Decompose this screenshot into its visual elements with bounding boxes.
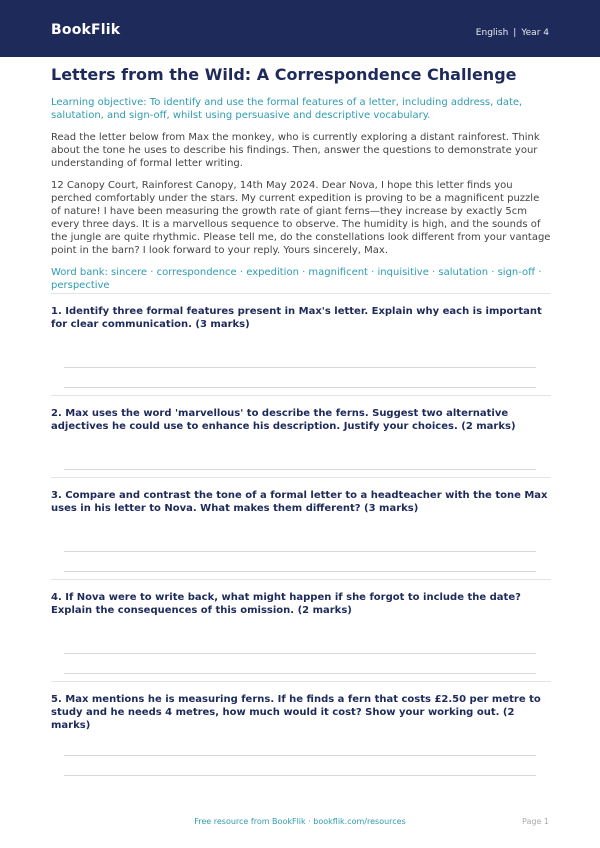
answer-line[interactable]	[64, 653, 536, 654]
question-block-1	[51, 293, 551, 331]
year-label: Year 4	[521, 28, 549, 38]
letter-text: 12 Canopy Court, Rainforest Canopy, 14th May 2024. Dear Nova, I hope this letter finds you perched comfortably under the stars. My current expedition is proving to be a magnificent puzzle of nature! I have been measuring the growth rate of giant ferns—they increase by exactly 5cm every three days. It is a marvellous sequence to observe. The humidity is high, and the sounds of the jungle are quite rhythmic. Please tell me, do the constellations look different from your vantage point in the barn? I look forward to your reply. Yours sincerely, Max.	[51, 180, 551, 256]
meta-separator: |	[513, 28, 517, 38]
question-block-3	[51, 477, 551, 515]
question-text: 5. Max mentions he is measuring ferns. If he finds a fern that costs £2.50 per metre to study and he needs 4 metres, how much would it cost? Show your working out. (2 marks)	[51, 681, 551, 732]
question-block-2	[51, 395, 551, 433]
header-bar	[0, 0, 600, 57]
worksheet-intro	[51, 65, 551, 304]
brand-logo[interactable]: BookFlik	[51, 22, 121, 38]
question-text: 3. Compare and contrast the tone of a formal letter to a headteacher with the tone Max uses in his letter to Nova. What makes them different? (3 marks)	[51, 477, 551, 515]
page-title: Letters from the Wild: A Correspondence Challenge	[51, 65, 517, 84]
footer-credit[interactable]: Free resource from BookFlik · bookflik.com/resources	[194, 817, 406, 826]
question-block-4	[51, 579, 551, 617]
answer-line[interactable]	[64, 367, 536, 368]
answer-line[interactable]	[64, 469, 536, 470]
question-block-5	[51, 681, 551, 732]
question-text: 2. Max uses the word 'marvellous' to describe the ferns. Suggest two alternative adjectives he could use to enhance his description. Justify your choices. (2 marks)	[51, 395, 551, 433]
intro-paragraph: Read the letter below from Max the monkey, who is currently exploring a distant rainforest. Think about the tone he uses to describe his findings. Then, answer the questions to demonstrate your understanding of formal letter writing.	[51, 132, 540, 169]
answer-line[interactable]	[64, 775, 536, 776]
question-text: 1. Identify three formal features present in Max's letter. Explain why each is important for clear communication. (3 marks)	[51, 293, 551, 331]
answer-line[interactable]	[64, 571, 536, 572]
header-meta	[476, 28, 549, 38]
question-text: 4. If Nova were to write back, what might happen if she forgot to include the date? Explain the consequences of this omission. (2 marks)	[51, 579, 551, 617]
answer-line[interactable]	[64, 755, 536, 756]
answer-line[interactable]	[64, 673, 536, 674]
subject-label: English	[475, 28, 509, 38]
answer-line[interactable]	[64, 387, 536, 388]
word-bank: Word bank: sincere · correspondence · expedition · magnificent · inquisitive · salutation · sign-off · perspective	[51, 267, 542, 291]
page-number: Page 1	[522, 817, 549, 826]
learning-objective: Learning objective: To identify and use the formal features of a letter, including address, date, salutation, and sign-off, whilst using persuasive and descriptive vocabulary.	[51, 97, 523, 121]
answer-line[interactable]	[64, 551, 536, 552]
